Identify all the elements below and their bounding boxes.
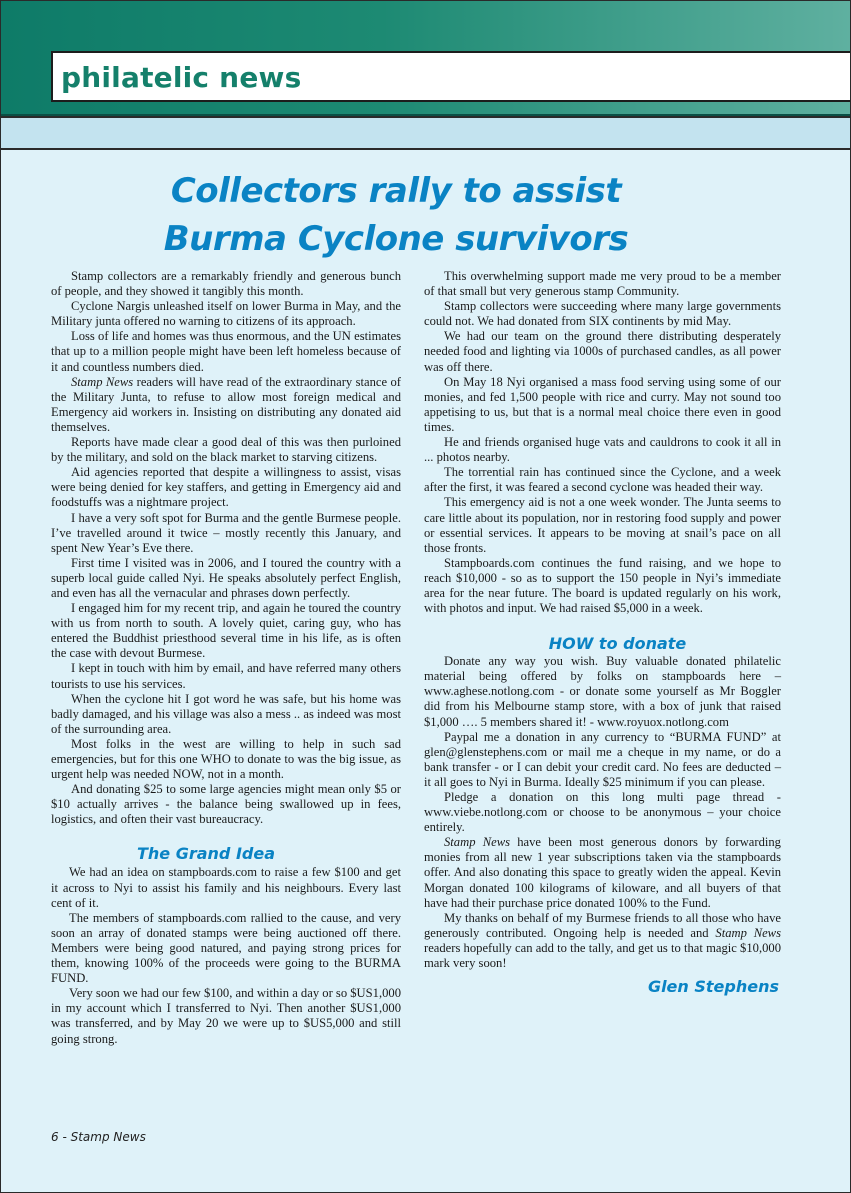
paragraph: Loss of life and homes was thus enormous, and the UN estimates that up to a million people might have been left homeless because of it and countless numbers died.: [51, 329, 401, 374]
paragraph: [51, 375, 401, 435]
paragraph: Stampboards.com continues the fund raising, and we hope to reach $10,000 - so as to support the 150 people in Nyi’s immediate area for the near future. The board is updated regularly on his work, with photos and input. We had raised $5,000 in a week.: [424, 555, 781, 616]
right-column: [424, 269, 781, 997]
paragraph: The members of stampboards.com rallied to the cause, and very soon an array of donated stamps were being auctioned off there. Members were being good natured, and paying strong prices for them, knowing 100% of the proceeds were going to the BURMA FUND.: [51, 910, 401, 986]
subhead-grand-idea: The Grand Idea: [136, 844, 275, 864]
author-byline: Glen Stephens: [647, 977, 779, 997]
paragraph: The torrential rain has continued since the Cyclone, and a week after the first, it was feared a second cyclone was headed their way.: [424, 465, 781, 495]
paragraph: When the cyclone hit I got word he was safe, but his home was badly damaged, and his village was also a mess .. as indeed was most of the surrounding area.: [51, 691, 401, 736]
headline-line-1: Collectors rally to assist: [170, 171, 622, 211]
paragraph: First time I visited was in 2006, and I toured the country with a superb local guide called Nyi. He speaks absolutely perfect English, and even has all the vernacular and phrases down perfectly.: [51, 555, 401, 600]
paragraph: I have a very soft spot for Burma and the gentle Burmese people. I’ve travelled around it twice – mostly recently this January, and spent New Year’s Eve there.: [51, 510, 401, 555]
publication-name: Stamp News: [444, 835, 511, 850]
banner-underbar: [1, 116, 850, 150]
paragraph: He and friends organised huge vats and cauldrons to cook it all in ... photos nearby.: [424, 435, 781, 465]
paragraph-text: readers hopefully can add to the tally, and get us to that magic $10,000 mark very soon!: [424, 940, 781, 971]
publication-name: Stamp News: [71, 374, 134, 389]
paragraph: We had an idea on stampboards.com to raise a few $100 and get it across to Nyi to assist his family and his neighbours. Every last cent of it.: [51, 865, 401, 910]
paragraph: Reports have made clear a good deal of this was then purloined by the military, and sold on the black market to starving citizens.: [51, 435, 401, 465]
section-title-box: [51, 51, 850, 102]
paragraph: Cyclone Nargis unleashed itself on lower Burma in May, and the Military junta offered no warning to citizens of its approach.: [51, 299, 401, 329]
paragraph: I engaged him for my recent trip, and again he toured the country with us from north to south. A lovely quiet, caring guy, who has entered the Buddhist priesthood several time in his life, as is often the case with devout Burmese.: [51, 601, 401, 661]
paragraph: Stamp collectors were succeeding where many large governments could not. We had donated from SIX continents by mid May.: [424, 299, 781, 329]
paragraph: [424, 835, 781, 910]
subhead-how-to-donate: HOW to donate: [548, 634, 687, 654]
paragraph: Pledge a donation on this long multi page thread - www.viebe.notlong.com or choose to be anonymous – your choice entirely.: [424, 790, 781, 835]
article-headline: [1, 167, 791, 263]
paragraph: This overwhelming support made me very proud to be a member of that small but very generous stamp Community.: [424, 269, 781, 299]
paragraph: Very soon we had our few $100, and within a day or so $US1,000 in my account which I transferred to Nyi. Then another $US1,000 was transferred, and by May 20 we were up to $US5,000 and still going strong.: [51, 986, 401, 1046]
paragraph: We had our team on the ground there distributing desperately needed food and lighting via 1000s of purchased candles, as all power was off there.: [424, 329, 781, 374]
paragraph: I kept in touch with him by email, and have referred many others tourists to use his services.: [51, 661, 401, 691]
left-column: [51, 269, 401, 1047]
page-footer: 6 - Stamp News: [51, 1130, 146, 1144]
paragraph: Donate any way you wish. Buy valuable donated philatelic material being offered by folks on stampboards here – www.aghese.notlong.com - or donate some yourself as Mr Boggler did from his Melbourne stamp store, with a box of junk that raised $1,000 …. 5 members shared it! - www.royuox.notlong.com: [424, 654, 781, 729]
paragraph: Stamp collectors are a remarkably friendly and generous bunch of people, and they showed it tangibly this month.: [51, 269, 401, 299]
paragraph-text: My thanks on behalf of my Burmese friends to all those who have generously contributed. Ongoing help is needed and: [424, 910, 781, 940]
paragraph: And donating $25 to some large agencies might mean only $5 or $10 actually arrives - the balance being swallowed up in fees, logistics, and often their vast bureaucracy.: [51, 782, 401, 827]
section-title: philatelic news: [61, 61, 302, 94]
headline-line-2: Burma Cyclone survivors: [163, 219, 629, 259]
paragraph: [424, 911, 781, 971]
publication-name: Stamp News: [715, 925, 781, 940]
paragraph-text: readers will have read of the extraordinary stance of the Military Junta, to refuse to allow most foreign medical and Emergency aid workers in. Insisting on distributing any donated aid themselves.: [51, 374, 401, 434]
paragraph: Aid agencies reported that despite a willingness to assist, visas were being denied for key staffers, and getting in Emergency aid and foodstuffs was a nightmare project.: [51, 465, 401, 510]
paragraph-text: have been most generous donors by forwarding monies from all new 1 year subscriptions taken via the stampboards offer. And also donating this space to greatly widen the appeal. Kevin Morgan donated 100 kilograms of kiloware, and all buyers of that have had their purchase price donated 100% to the Fund.: [424, 835, 781, 910]
paragraph: Paypal me a donation in any currency to “BURMA FUND” at glen@glenstephens.com or mail me a cheque in my name, or do a bank transfer - or I can debit your credit card. No fees are deducted – it all goes to Nyi in Burma. Ideally $25 minimum if you can please.: [424, 729, 781, 789]
paragraph: Most folks in the west are willing to help in such sad emergencies, but for this one WHO to donate to was the big issue, as urgent help was needed NOW, not in a month.: [51, 736, 401, 782]
section-banner: [1, 1, 850, 116]
paragraph: This emergency aid is not a one week wonder. The Junta seems to care little about its population, nor in restoring food supply and power or essential services. It appears to be moving at snail’s pace on all those fronts.: [424, 495, 781, 555]
paragraph: On May 18 Nyi organised a mass food serving using some of our monies, and fed 1,500 people with rice and curry. May not sound too appetising to us, but that is a normal meal choice there even in good times.: [424, 374, 781, 434]
